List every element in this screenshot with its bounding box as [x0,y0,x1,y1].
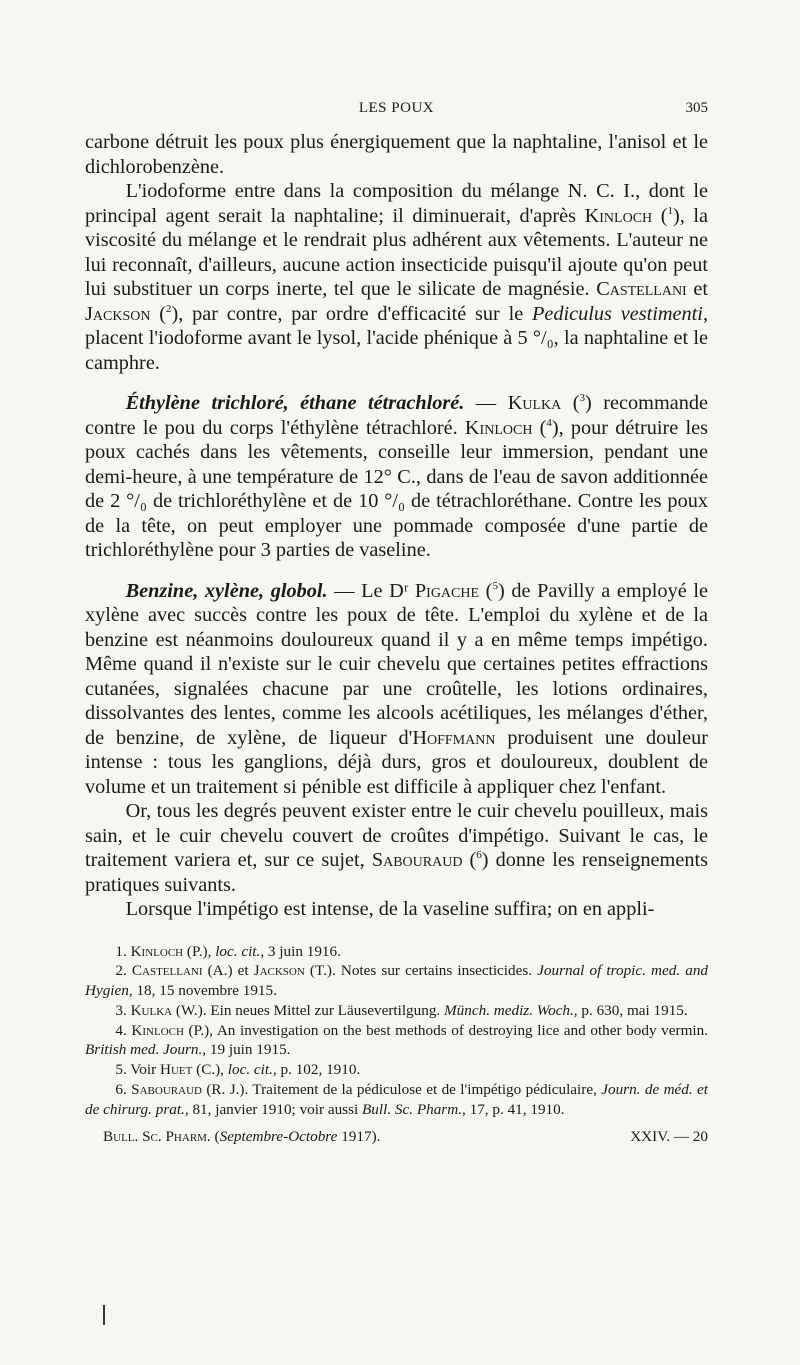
footnote-ref: 4 [546,416,552,429]
author-name: Jackson [85,302,151,325]
signature-mark: XXIV. — 20 [630,1127,708,1145]
footnote-4: 4. Kinloch (P.), An investigation on the best methods of destroying lice and other body vermin. British med. Journ., 19 juin 1915. [85,1021,708,1059]
footnote-3: 3. Kulka (W.). Ein neues Mittel zur Läusevertilgung. Münch. mediz. Woch., p. 630, mai 1915. [115,1001,688,1019]
paragraph-1: carbone détruit les poux plus énergiquement que la naphtaline, l'anisol et le dichlorobenzène. [85,131,708,178]
section-heading: Éthylène trichloré, éthane tétrachloré. [125,392,465,414]
journal-citation: Bull. Sc. Pharm. (Septembre-Octobre 1917). [103,1127,381,1145]
footnote-ref: 5 [492,579,498,592]
footnote-ref: 3 [579,392,585,405]
paragraph-4: Benzine, xylène, globol. — Le Dʳ Pigache ($^5$) de Pavilly a employé le xylène avec succès contre les poux de tête. L'emploi du xylène et de la benzine est néanmoins douloureux quand il y a en même temps impétigo. Même quand il n'existe sur le cuir chevelu que certaines petites effractions cutanées, signalées chacune par une croûtelle, les lotions ordinaires, dissolvantes des lentes, comme les alcools acétiliques, les mélanges d'éther, de benzine, de xylène, de liqueur d'Hoffmann produisent une douleur intense : tous les ganglions, déjà durs, gros et douloureux, doublent de volume et un traitement si pénible est difficile à appliquer chez l'enfant. [85,579,708,798]
scan-speck [103,1305,105,1325]
paragraph-3: Éthylène trichloré, éthane tétrachloré. — Kulka ($^3$) recommande contre le pou du corps l'éthylène tétrachloré. Kinloch ($^4$), pour détruire les poux cachés dans les vêtements, conseille leur immersion, pendant une demi-heure, à une température de 12° C., dans de l'eau de savon additionnée de 2 °/₀ de trichloréthylène et de 10 °/₀ de tétrachloréthane. Contre les poux de la tête, on peut employer une pommade composée d'une partie de trichloréthylène pour 3 parties de vaseline. [85,392,709,561]
page-number: 305 [685,100,708,116]
footnote-ref: 1 [667,204,673,217]
species-name: Pediculus vestimenti [531,302,703,325]
footnote-5: 5. Voir Huet (C.), loc. cit., p. 102, 1910. [115,1061,361,1079]
paragraph-6: Lorsque l'impétigo est intense, de la vaseline suffira; on en appli- [125,898,655,920]
footnotes [85,942,708,1120]
paragraph-5: Or, tous les degrés peuvent exister entre le cuir chevelu pouilleux, mais sain, et le cuir chevelu couvert de croûtes d'impétigo. Suivant le cas, le traitement variera et, sur ce sujet, Sabouraud ($^6$) donne les renseignements pratiques suivants. [85,800,708,896]
paragraph-2: L'iodoforme entre dans la composition du mélange N. C. I., dont le principal agent serait la naphtaline; il diminuerait, d'après Kinloch ($^1$), la viscosité du mélange et le rendrait plus adhérent aux vêtements. L'auteur ne lui reconnaît, d'ailleurs, aucune action insecticide puisqu'il ajoute qu'on peut lui substituer un corps inerte, tel que le silicate de magnésie. Castellani et Jackson ($^2$), par contre, par ordre d'efficacité sur le Pediculus vestimenti, placent l'iodoforme avant le lysol, l'acide phénique à 5 °/₀, la naphtaline et le camphre. [85,180,709,374]
body-text [85,130,708,922]
page-footer [85,1128,708,1150]
page [85,100,708,1150]
author-name: Kinloch [584,204,653,227]
footnote-ref: 2 [165,302,172,315]
running-head [85,100,708,130]
author-name: Sabouraud [371,849,463,871]
author-name: Pigache [414,579,480,602]
footnote-2: 2. Castellani (A.) et Jackson (T.). Notes sur certains insecticides. Journal of tropic. med. and Hygien, 18, 15 novembre 1915. [85,962,709,1000]
author-name: Hoffmann [412,726,496,749]
section-heading: Benzine, xylène, globol. [125,579,328,602]
footnote-1: 1. Kinloch (P.), loc. cit., 3 juin 1916. [115,942,341,960]
footnote-ref: 6 [476,849,482,862]
author-name: Castellani [596,278,687,300]
author-name: Kinloch [464,416,533,439]
running-title: LES POUX [358,100,435,116]
author-name: Kulka [507,392,562,414]
footnote-6: 6. Sabouraud (R. J.). Traitement de la pédiculose et de l'impétigo pédiculaire, Journ. de méd. et de chirurg. prat., 81, janvier 1910; voir aussi Bull. Sc. Pharm., 17, p. 41, 1910. [85,1081,709,1118]
